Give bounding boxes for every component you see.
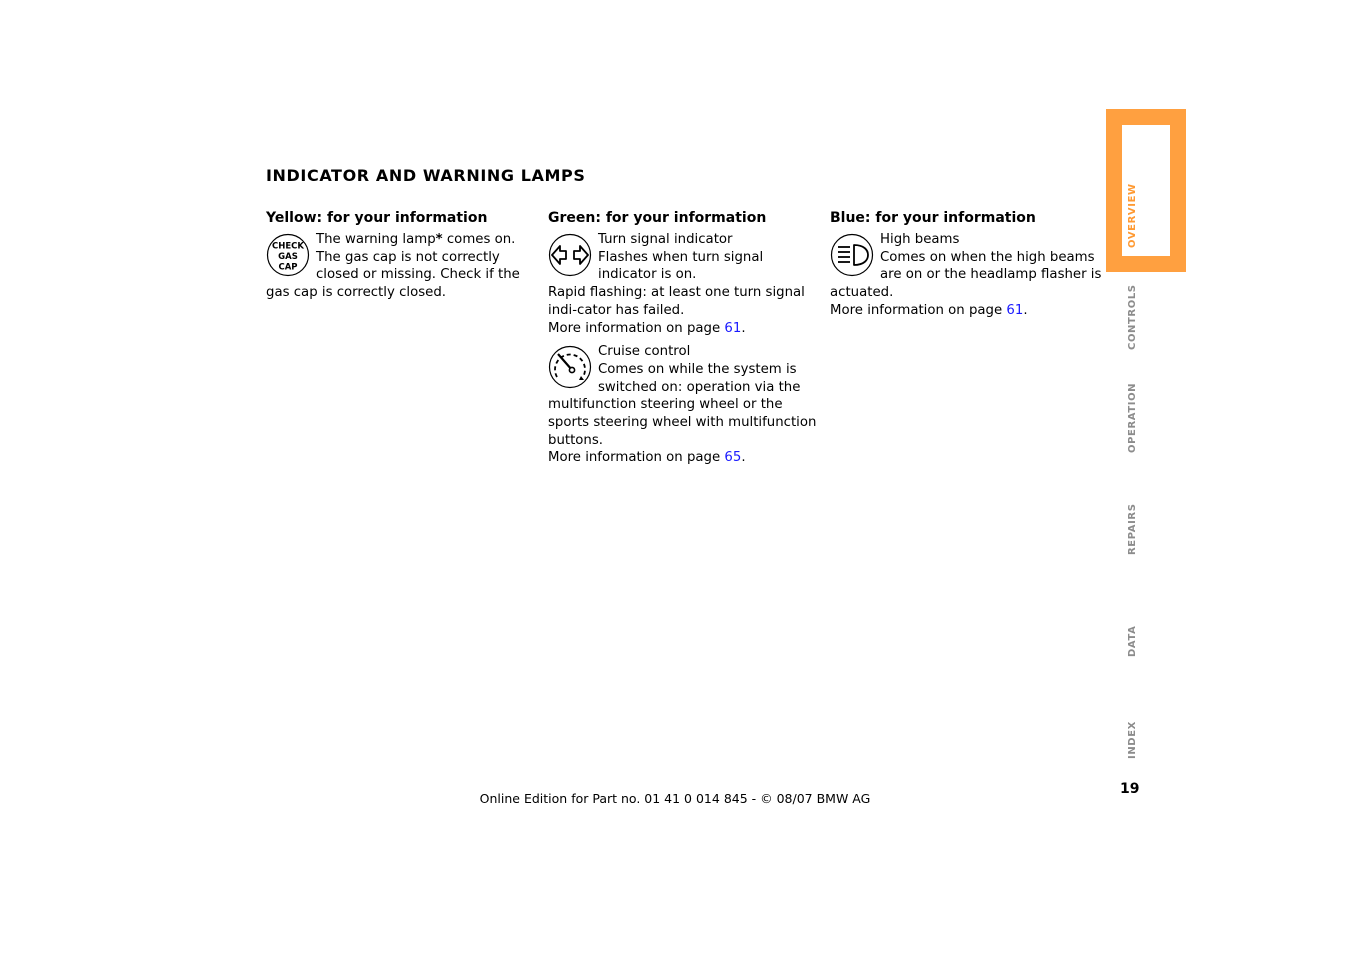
active-tab-box <box>1106 109 1186 272</box>
more-info-text: More information on page <box>548 320 725 336</box>
blue-section <box>830 208 1104 326</box>
yellow-heading: Yellow: for your information <box>266 210 488 226</box>
tab-data[interactable]: DATA <box>1127 625 1138 657</box>
turn-signal-icon <box>548 233 592 277</box>
cruise-control-icon <box>548 345 592 389</box>
svg-text:GAS: GAS <box>278 252 298 262</box>
period: . <box>1023 302 1028 318</box>
turn-signal-entry <box>548 231 822 337</box>
footer: Online Edition for Part no. 01 41 0 014 845 - © 08/07 BMW AG <box>479 791 871 806</box>
high-beam-more-info <box>830 302 1104 320</box>
tab-overview[interactable]: OVERVIEW <box>1127 183 1138 248</box>
period: . <box>741 450 746 466</box>
yellow-section <box>266 208 540 308</box>
turn-signal-rapid-flashing: Rapid flashing: at least one turn signal indi-cator has failed. <box>548 285 805 318</box>
svg-text:CHECK: CHECK <box>272 241 304 252</box>
high-beam-icon <box>830 233 874 277</box>
cruise-control-entry <box>548 343 822 467</box>
tab-operation[interactable]: OPERATION <box>1127 382 1138 453</box>
page-link-61[interactable]: 61 <box>1006 302 1024 318</box>
turn-signal-name: Turn signal indicator <box>598 232 733 247</box>
page-number: 19 <box>1120 781 1140 797</box>
cruise-control-name: Cruise control <box>598 344 691 360</box>
blue-heading: Blue: for your information <box>830 210 1036 226</box>
svg-text:CAP: CAP <box>278 262 298 273</box>
green-section <box>548 208 822 473</box>
high-beam-description: Comes on when the high beams are on or the headlamp flasher is actuated. <box>830 249 1102 301</box>
page-title: INDICATOR AND WARNING LAMPS <box>266 166 586 185</box>
comes-on-text: comes on. <box>442 232 516 247</box>
page-link-61[interactable]: 61 <box>724 320 742 336</box>
turn-signal-more-info <box>548 320 822 338</box>
more-info-text: More information on page <box>548 450 725 466</box>
period: . <box>741 320 746 336</box>
check-gas-cap-description: The gas cap is not correctly closed or missing. Check if the gas cap is correctly closed. <box>266 249 520 301</box>
check-gas-cap-icon <box>266 233 310 277</box>
tab-repairs[interactable]: REPAIRS <box>1127 503 1138 555</box>
more-info-text: More information on page <box>830 302 1007 318</box>
turn-signal-description: Flashes when turn signal indicator is on. <box>598 249 764 283</box>
check-gas-cap-entry <box>266 231 540 302</box>
optional-equipment-star: * <box>435 232 443 247</box>
green-heading: Green: for your information <box>548 210 767 226</box>
high-beam-entry <box>830 231 1104 320</box>
tab-controls[interactable]: CONTROLS <box>1127 284 1138 350</box>
warning-lamp-text: The warning lamp <box>316 232 436 247</box>
cruise-control-description: Comes on while the system is switched on: operation via the multifunction steering wheel or the sports steering wheel with multifunction buttons. <box>548 361 817 448</box>
tab-index[interactable]: INDEX <box>1127 721 1138 759</box>
page-link-65[interactable]: 65 <box>724 450 742 466</box>
high-beam-name: High beams <box>880 232 960 247</box>
cruise-control-more-info <box>548 449 822 467</box>
